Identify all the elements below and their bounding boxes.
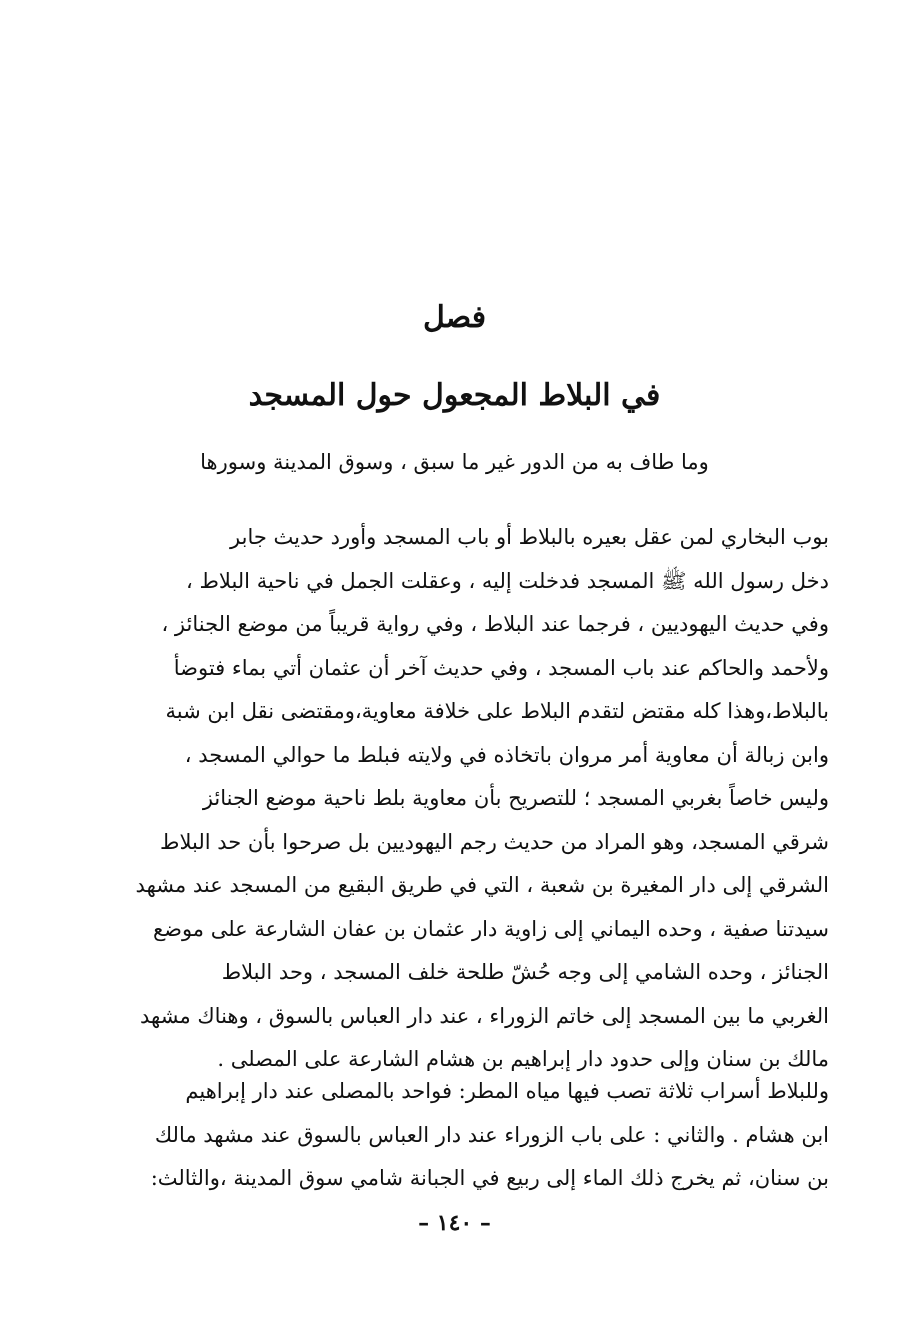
paragraph-2: [89, 1070, 829, 1201]
text-line: بالبلاط،وهذا كله مقتض لتقدم البلاط على خلافة معاوية،ومقتضى نقل ابن شبة: [165, 699, 829, 723]
text-line: الجنائز ، وحده الشامي إلى وجه حُشّ طلحة خلف المسجد ، وحد البلاط: [221, 960, 829, 984]
text-line: مالك بن سنان وإلى حدود دار إبراهيم بن هشام الشارعة على المصلى .: [217, 1047, 829, 1071]
paragraph-1: [89, 516, 829, 1082]
text-line: الغربي ما بين المسجد إلى خاتم الزوراء ، عند دار العباس بالسوق ، وهناك مشهد: [140, 1003, 829, 1028]
text-line: سيدتنا صفية ، وحده اليماني إلى زاوية دار عثمان بن عفان الشارعة على موضع: [152, 916, 829, 941]
text-line: شرقي المسجد، وهو المراد من حديث رجم اليهوديين بل صرحوا بأن حد البلاط: [160, 829, 829, 854]
text-line: وفي حديث اليهوديين ، فرجما عند البلاط ، وفي رواية قريباً من موضع الجنائز ،: [161, 612, 829, 636]
text-line: وليس خاصاً بغربي المسجد ؛ للتصريح بأن معاوية بلط ناحية موضع الجنائز: [202, 786, 829, 810]
text-line: وللبلاط أسراب ثلاثة تصب فيها مياه المطر: فواحد بالمصلى عند دار إبراهيم: [185, 1079, 829, 1103]
text-line: دخل رسول الله ﷺ المسجد فدخلت إليه ، وعقلت الجمل في ناحية البلاط ،: [186, 568, 829, 593]
chapter-subtitle: وما طاف به من الدور غير ما سبق ، وسوق المدينة وسورها: [200, 450, 709, 474]
section-heading: فصل: [422, 300, 487, 335]
page-number: – ١٤٠ –: [418, 1210, 491, 1236]
text-line: بوب البخاري لمن عقل بعيره بالبلاط أو باب المسجد وأورد حديث جابر: [230, 525, 829, 549]
chapter-title: في البلاط المجعول حول المسجد: [248, 378, 661, 413]
text-line: ابن هشام . والثاني : على باب الزوراء عند دار العباس بالسوق عند مشهد مالك: [154, 1122, 829, 1147]
text-line: بن سنان، ثم يخرج ذلك الماء إلى ربيع في الجبانة شامي سوق المدينة ،والثالث:: [150, 1166, 829, 1190]
text-line: الشرقي إلى دار المغيرة بن شعبة ، التي في طريق البقيع من المسجد عند مشهد: [135, 873, 829, 897]
text-line: وابن زبالة أن معاوية أمر مروان باتخاذه في ولايته فبلط ما حوالي المسجد ،: [184, 742, 829, 767]
text-line: ولأحمد والحاكم عند باب المسجد ، وفي حديث آخر أن عثمان أتي بماء فتوضأ: [173, 655, 829, 680]
